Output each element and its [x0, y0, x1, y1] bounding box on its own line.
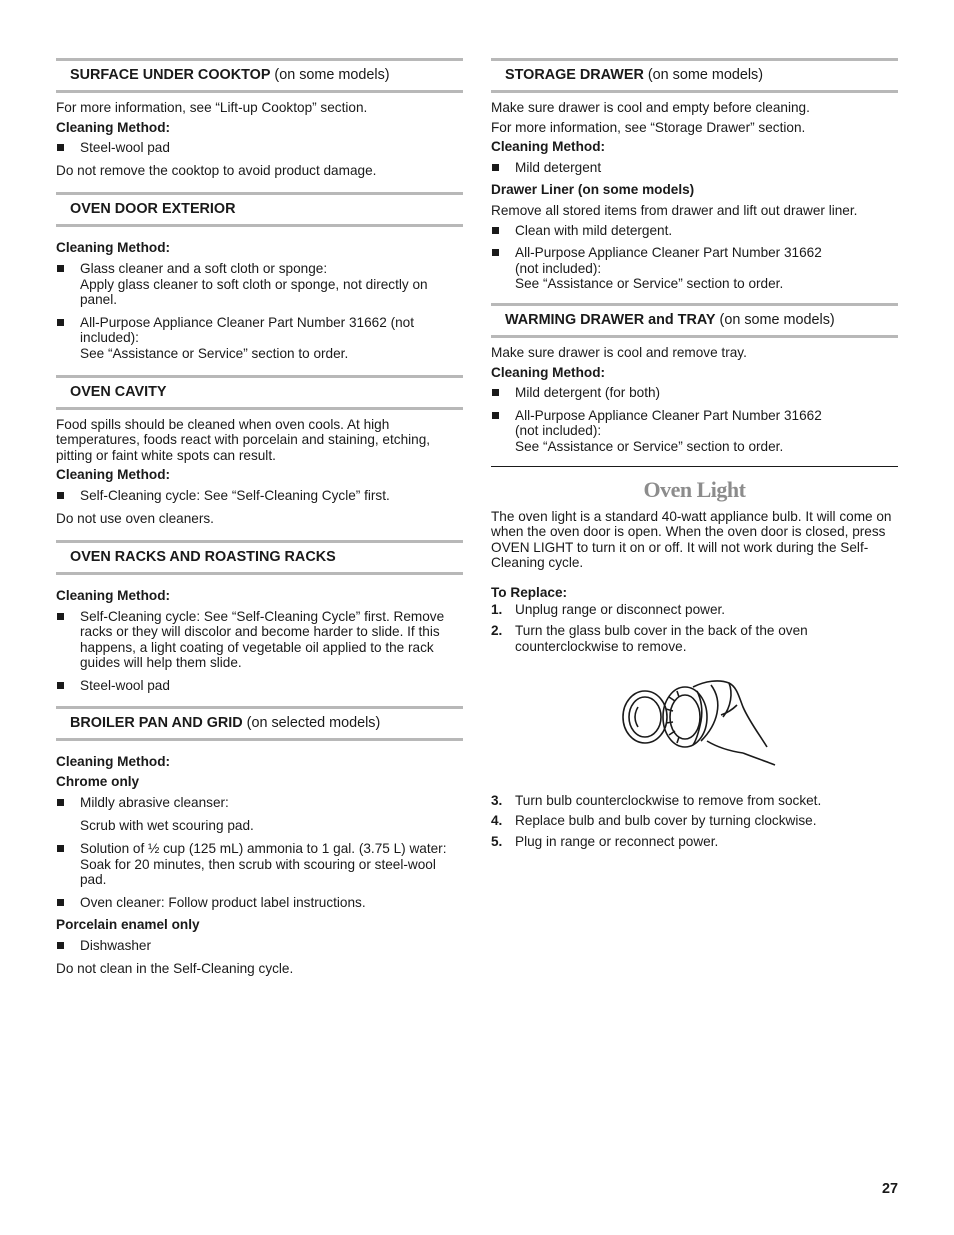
- cavity-note: Do not use oven cleaners.: [56, 510, 214, 526]
- liner-method-list: [491, 223, 898, 292]
- section-header-surface-under-cooktop: [56, 58, 463, 93]
- list-item-detail: See “Assistance or Service” section to order.: [80, 345, 349, 361]
- list-item-detail: (not included):: [515, 260, 602, 276]
- list-item-text: All-Purpose Appliance Cleaner Part Number 31662: [515, 407, 822, 423]
- step-item: [491, 813, 898, 829]
- step-number: 4.: [491, 813, 503, 829]
- section-qualifier: (on some models): [270, 67, 390, 83]
- porcelain-only-label: Porcelain enamel only: [56, 917, 200, 933]
- storage-info-2: For more information, see “Storage Drawer” section.: [491, 119, 806, 135]
- bulb-cover-illustration: [611, 667, 781, 777]
- section-header-broiler-pan: [56, 706, 463, 741]
- surface-info: For more information, see “Lift-up Cooktop” section.: [56, 100, 368, 115]
- list-item: Oven cleaner: Follow product label instructions.: [56, 895, 463, 911]
- section-divider: [491, 466, 898, 467]
- list-item: [491, 408, 898, 455]
- step-text: Replace bulb and bulb cover by turning clockwise.: [515, 813, 817, 829]
- list-item: Mildly abrasive cleanser:: [56, 795, 463, 811]
- list-item: Steel-wool pad: [56, 678, 463, 694]
- page-number: 27: [881, 1181, 898, 1197]
- warming-info: Make sure drawer is cool and remove tray.: [491, 344, 747, 360]
- cavity-method-list: [56, 488, 463, 504]
- step-text: Plug in range or reconnect power.: [515, 834, 719, 850]
- section-title: OVEN CAVITY: [70, 383, 167, 400]
- list-item: Clean with mild detergent.: [491, 223, 898, 239]
- section-qualifier: (on some models): [643, 67, 764, 83]
- section-header-oven-racks: [56, 540, 463, 575]
- surface-note: Do not remove the cooktop to avoid product damage.: [56, 162, 377, 178]
- cleaning-method-label: Cleaning Method:: [491, 139, 606, 155]
- list-item: [56, 261, 463, 308]
- section-qualifier: (on selected models): [242, 714, 381, 731]
- list-item: Solution of ½ cup (125 mL) ammonia to 1 gal. (3.75 L) water: Soak for 20 minutes, then scrub with scouring or steel-wool pad.: [56, 841, 463, 888]
- section-header-oven-cavity: [56, 375, 463, 410]
- list-item: Mild detergent: [491, 160, 898, 176]
- section-header-oven-door-exterior: [56, 192, 463, 227]
- step-item: [491, 834, 898, 850]
- to-replace-label: To Replace:: [491, 584, 568, 600]
- warming-method-list: [491, 385, 898, 454]
- list-item: Mild detergent (for both): [491, 385, 898, 401]
- list-item-detail: Apply glass cleaner to soft cloth or sponge, not directly on panel.: [80, 276, 428, 308]
- step-text: Turn the glass bulb cover in the back of the oven counterclockwise to remove.: [515, 623, 808, 654]
- step-item: [491, 793, 898, 809]
- list-item: Steel-wool pad: [56, 140, 463, 156]
- replace-steps-2: [491, 793, 898, 850]
- cleaning-method-label: Cleaning Method:: [56, 467, 171, 483]
- step-number: 5.: [491, 834, 503, 850]
- list-item-sub: Scrub with wet scouring pad.: [80, 818, 254, 834]
- step-item: [491, 602, 898, 618]
- section-title: BROILER PAN AND GRID: [70, 714, 243, 731]
- step-number: 1.: [491, 602, 503, 618]
- list-item: [56, 315, 463, 362]
- section-title: SURFACE UNDER COOKTOP: [70, 67, 271, 83]
- right-column: [491, 58, 898, 855]
- list-item: Self-Cleaning cycle: See “Self-Cleaning Cycle” first. Remove racks or they will discolor and become harder to slide. If this happens, a light coating of vegetable oil applied to the rack guides will help them slide.: [56, 609, 463, 671]
- racks-method-list: [56, 609, 463, 694]
- list-item-detail: See “Assistance or Service” section to order.: [515, 276, 784, 292]
- cleaning-method-label: Cleaning Method:: [491, 364, 606, 380]
- step-number: 3.: [491, 792, 503, 808]
- list-item: [491, 245, 898, 292]
- chrome-only-label: Chrome only: [56, 774, 140, 790]
- oven-light-intro: The oven light is a standard 40-watt appliance bulb. It will come on when the oven door is open. When the oven door is closed, press OVEN LIGHT to turn it on or off. It will not work during the Self-Cleaning cycle.: [491, 508, 892, 571]
- list-item: Dishwasher: [56, 938, 463, 954]
- section-title: WARMING DRAWER and TRAY: [505, 311, 716, 328]
- list-item-text: All-Purpose Appliance Cleaner Part Number 31662: [515, 245, 822, 261]
- storage-info-1: Make sure drawer is cool and empty before cleaning.: [491, 100, 810, 115]
- cavity-info: Food spills should be cleaned when oven cools. At high temperatures, foods react with porcelain and staining, etching, pitting or faint white spots can result.: [56, 416, 431, 463]
- cleaning-method-label: Cleaning Method:: [56, 240, 171, 256]
- cleaning-method-label: Cleaning Method:: [56, 588, 171, 604]
- list-item-text: All-Purpose Appliance Cleaner Part Number 31662 (not included):: [80, 314, 414, 346]
- oven-light-title: Oven Light: [643, 476, 746, 502]
- list-item: Self-Cleaning cycle: See “Self-Cleaning Cycle” first.: [56, 488, 463, 504]
- section-qualifier: (on some models): [715, 311, 835, 328]
- door-method-list: [56, 261, 463, 362]
- drawer-liner-info: Remove all stored items from drawer and lift out drawer liner.: [491, 202, 858, 218]
- step-item: [491, 623, 898, 654]
- left-column: [56, 58, 463, 980]
- section-title: OVEN RACKS AND ROASTING RACKS: [70, 549, 336, 566]
- list-item-text: Glass cleaner and a soft cloth or sponge:: [80, 260, 328, 276]
- broiler-note: Do not clean in the Self-Cleaning cycle.: [56, 960, 294, 976]
- replace-steps-1: [491, 602, 898, 654]
- section-title: OVEN DOOR EXTERIOR: [70, 201, 236, 218]
- cleaning-method-label: Cleaning Method:: [56, 753, 171, 769]
- list-item-detail: See “Assistance or Service” section to order.: [515, 438, 784, 454]
- drawer-liner-label: Drawer Liner (on some models): [491, 182, 695, 198]
- section-header-warming-drawer: [491, 303, 898, 338]
- step-text: Turn bulb counterclockwise to remove from socket.: [515, 792, 822, 808]
- surface-method-list: [56, 140, 463, 156]
- section-header-storage-drawer: [491, 58, 898, 93]
- step-text: Unplug range or disconnect power.: [515, 602, 726, 618]
- chrome-method-list: [56, 795, 463, 911]
- list-item-detail: (not included):: [515, 423, 602, 439]
- cleaning-method-label: Cleaning Method:: [56, 119, 171, 135]
- step-number: 2.: [491, 623, 503, 639]
- section-title: STORAGE DRAWER: [505, 67, 644, 83]
- porcelain-method-list: [56, 938, 463, 954]
- storage-method-list: [491, 160, 898, 176]
